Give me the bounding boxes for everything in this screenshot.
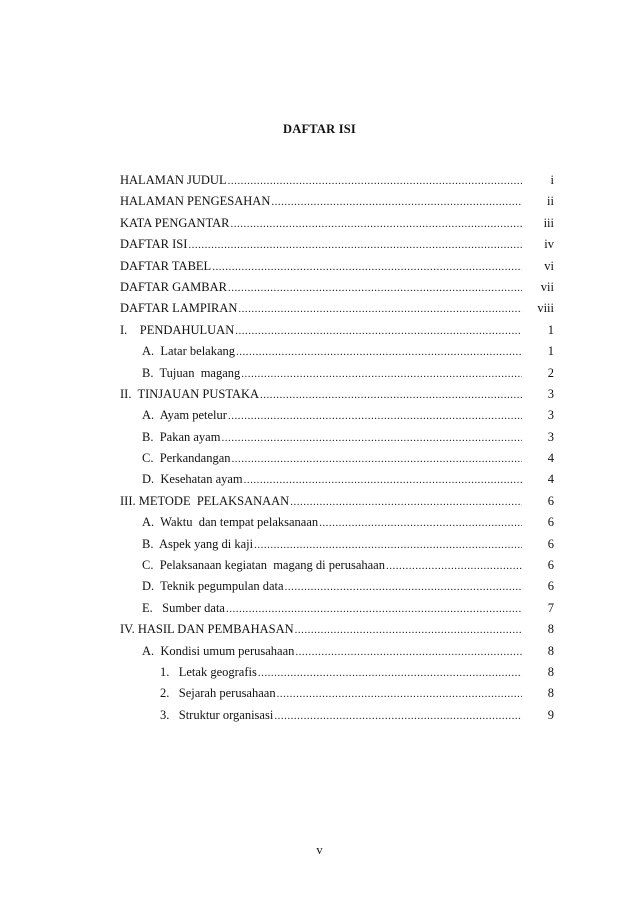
dot-leader [236, 346, 522, 358]
toc-entry-label: A. Kondisi umum perusahaan [142, 643, 295, 658]
dot-leader [254, 539, 522, 551]
toc-entry-page: 3 [547, 429, 554, 444]
toc-entry [120, 558, 554, 579]
toc-entry [120, 301, 554, 322]
dot-leader [271, 196, 522, 208]
toc-entry [120, 579, 554, 600]
toc-entry-label: DAFTAR TABEL [120, 258, 212, 273]
toc-entry-label: II. TINJAUAN PUSTAKA [120, 386, 260, 401]
dot-leader [230, 218, 522, 230]
toc-entry [120, 173, 554, 194]
toc-entry-page: vii [540, 279, 554, 294]
toc-entry [120, 237, 554, 258]
toc-entry [120, 451, 554, 472]
toc-entry [120, 280, 554, 301]
page-title: DAFTAR ISI [283, 122, 356, 136]
toc-entry-page: iii [543, 215, 554, 230]
dot-leader [235, 325, 522, 337]
toc-entry [120, 323, 554, 344]
dot-leader [285, 581, 522, 593]
toc-entry-page: iv [544, 237, 554, 252]
dot-leader [274, 710, 522, 722]
toc-entry-page: 2 [547, 365, 554, 380]
toc-entry-page: 6 [547, 558, 554, 573]
toc-entry-page: 8 [547, 622, 554, 637]
dot-leader [295, 624, 522, 636]
toc-entry-page: 9 [547, 707, 554, 722]
toc-entry [120, 387, 554, 408]
toc-entry-label: HALAMAN JUDUL [120, 173, 227, 187]
toc-entry-page: 6 [547, 515, 554, 530]
toc-entry [120, 216, 554, 237]
toc-entry-page: vi [544, 258, 554, 273]
toc-entry [120, 344, 554, 365]
toc-entry-label: D. Teknik pegumpulan data [142, 579, 284, 594]
toc-entry-label: B. Aspek yang di kaji [142, 536, 254, 551]
toc-entry [120, 601, 554, 622]
dot-leader [260, 389, 522, 401]
toc-entry-page: 3 [547, 408, 554, 423]
dot-leader [228, 282, 522, 294]
dot-leader [386, 560, 522, 572]
toc-entry-label: HALAMAN PENGESAHAN [120, 194, 271, 209]
toc-entry [120, 408, 554, 429]
toc-entry-page: i [550, 173, 554, 187]
page-number: v [316, 843, 323, 857]
toc-entry [120, 366, 554, 387]
toc-entry-label: C. Pelaksanaan kegiatan magang di perusahaan [142, 558, 385, 573]
toc-entry-page: 8 [547, 686, 554, 701]
toc-entry-page: 8 [547, 664, 554, 679]
toc-entry-page: 6 [547, 579, 554, 594]
toc-entry-page: 4 [547, 451, 554, 466]
toc-entry-label: DAFTAR ISI [120, 237, 188, 252]
toc-entry-label: DAFTAR LAMPIRAN [120, 301, 238, 316]
dot-leader [319, 517, 522, 529]
toc-entry-page: ii [547, 194, 554, 209]
dot-leader [241, 368, 522, 380]
toc-entry [120, 686, 554, 707]
dot-leader [221, 432, 522, 444]
toc-entry [120, 644, 554, 665]
toc-entry-label: A. Latar belakang [142, 344, 236, 359]
toc-entry-label: A. Waktu dan tempat pelaksanaan [142, 515, 319, 530]
toc-entry [120, 430, 554, 451]
dot-leader [258, 667, 522, 679]
toc-entry-page: 3 [547, 386, 554, 401]
toc-entry-page: viii [537, 301, 554, 316]
table-of-contents [120, 173, 554, 729]
toc-entry-page: 1 [547, 322, 554, 337]
dot-leader [212, 261, 522, 273]
toc-entry-label: I. PENDAHULUAN [120, 322, 235, 337]
toc-entry-page: 1 [547, 344, 554, 359]
dot-leader [226, 603, 522, 615]
toc-entry [120, 515, 554, 536]
toc-entry [120, 537, 554, 558]
toc-entry-label: 1. Letak geografis [160, 664, 257, 679]
toc-entry-label: A. Ayam petelur [142, 408, 227, 423]
toc-entry-label: 2. Sejarah perusahaan [160, 686, 276, 701]
toc-entry-label: B. Tujuan magang [142, 365, 241, 380]
dot-leader [244, 474, 522, 486]
toc-entry-page: 6 [547, 536, 554, 551]
toc-entry [120, 622, 554, 643]
toc-entry-label: DAFTAR GAMBAR [120, 279, 228, 294]
toc-entry [120, 472, 554, 493]
toc-entry-label: III. METODE PELAKSANAAN [120, 493, 290, 508]
toc-entry [120, 708, 554, 729]
dot-leader [238, 303, 522, 315]
dot-leader [188, 239, 522, 251]
toc-entry-label: IV. HASIL DAN PEMBAHASAN [120, 622, 294, 637]
dot-leader [232, 453, 522, 465]
toc-entry-page: 6 [547, 493, 554, 508]
toc-entry-label: E. Sumber data [142, 600, 225, 615]
toc-entry-label: D. Kesehatan ayam [142, 472, 243, 487]
toc-entry-page: 7 [547, 600, 554, 615]
toc-entry-label: B. Pakan ayam [142, 429, 221, 444]
dot-leader [290, 496, 522, 508]
dot-leader [277, 688, 522, 700]
toc-entry-page: 4 [547, 472, 554, 487]
toc-entry [120, 259, 554, 280]
toc-entry-label: C. Perkandangan [142, 451, 231, 466]
toc-entry-label: KATA PENGANTAR [120, 215, 230, 230]
toc-entry-label: 3. Struktur organisasi [160, 707, 274, 722]
dot-leader [228, 175, 522, 187]
dot-leader [228, 410, 522, 422]
toc-entry [120, 665, 554, 686]
toc-entry [120, 494, 554, 515]
toc-entry [120, 194, 554, 215]
dot-leader [295, 646, 522, 658]
toc-entry-page: 8 [547, 643, 554, 658]
